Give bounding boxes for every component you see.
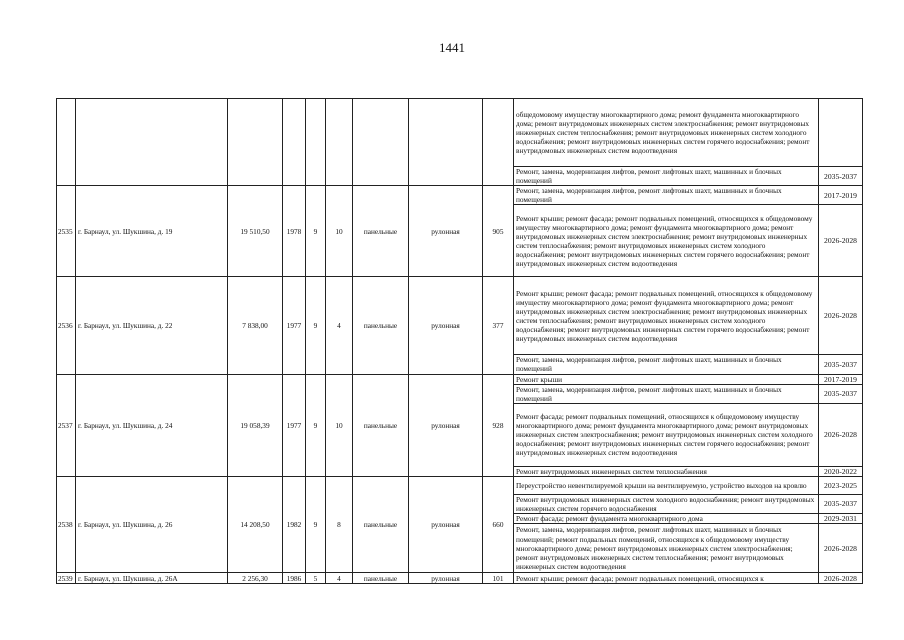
- record-entrances: 4: [326, 573, 353, 584]
- record-entrances: 4: [326, 277, 353, 374]
- work-period: 2026-2028: [819, 403, 863, 466]
- work-period: 2017-2019: [819, 374, 863, 384]
- work-period: [819, 99, 863, 167]
- work-period: 2026-2028: [819, 277, 863, 355]
- table-row: [57, 476, 863, 494]
- record-area: 14 208,50: [228, 476, 283, 572]
- record-residents: 928: [483, 374, 514, 476]
- record-area: 19 510,50: [228, 186, 283, 277]
- work-description: Ремонт фасада; ремонт фундамента многоквартирного дома: [514, 514, 819, 524]
- table-row: [57, 374, 863, 384]
- table-row: [57, 277, 863, 355]
- record-roof-type: рулонная: [409, 476, 483, 572]
- record-year: 1986: [283, 573, 306, 584]
- record-residents: 101: [483, 573, 514, 584]
- record-residents: 905: [483, 186, 514, 277]
- record-address: г. Барнаул, ул. Шукшина, д. 19: [76, 186, 228, 277]
- record-entrances: [326, 99, 353, 186]
- record-floors: 5: [306, 573, 326, 584]
- record-roof-type: рулонная: [409, 277, 483, 374]
- record-address: г. Барнаул, ул. Шукшина, д. 22: [76, 277, 228, 374]
- record-roof-type: рулонная: [409, 573, 483, 584]
- record-roof-type: рулонная: [409, 186, 483, 277]
- record-year: 1978: [283, 186, 306, 277]
- record-area: [228, 99, 283, 186]
- record-year: 1977: [283, 374, 306, 476]
- work-period: 2017-2019: [819, 186, 863, 205]
- work-period: 2020-2022: [819, 466, 863, 476]
- work-description: Ремонт, замена, модернизация лифтов, ремонт лифтовых шахт, машинных и блочных помещений: [514, 167, 819, 186]
- capital-repair-table: [56, 98, 863, 584]
- table-row: [57, 573, 863, 584]
- record-wall-material: [353, 99, 409, 186]
- record-address: [76, 99, 228, 186]
- work-period: 2026-2028: [819, 205, 863, 277]
- record-entrances: 10: [326, 374, 353, 476]
- work-description: Ремонт, замена, модернизация лифтов, ремонт лифтовых шахт, машинных и блочных помещений: [514, 355, 819, 374]
- work-period: 2026-2028: [819, 524, 863, 573]
- table-row: [57, 99, 863, 167]
- work-description: Ремонт внутридомовых инженерных систем холодного водоснабжения; ремонт внутридомовых инженерных систем горячего водоснабжения: [514, 494, 819, 513]
- record-wall-material: панельные: [353, 374, 409, 476]
- record-wall-material: панельные: [353, 186, 409, 277]
- page-number: 1441: [439, 40, 465, 55]
- record-floors: 9: [306, 476, 326, 572]
- record-year: 1977: [283, 277, 306, 374]
- record-year: 1982: [283, 476, 306, 572]
- record-floors: [306, 99, 326, 186]
- table-row: [57, 186, 863, 205]
- work-description: Ремонт крыши; ремонт фасада; ремонт подвальных помещений, относящихся к: [514, 573, 819, 584]
- work-description: Переустройство невентилируемой крыши на вентилируемую, устройство выходов на кровлю: [514, 476, 819, 494]
- record-entrances: 10: [326, 186, 353, 277]
- work-period: 2035-2037: [819, 167, 863, 186]
- work-period: 2023-2025: [819, 476, 863, 494]
- record-area: 7 838,00: [228, 277, 283, 374]
- work-period: 2035-2037: [819, 355, 863, 374]
- record-year: [283, 99, 306, 186]
- work-description: общедомовому имуществу многоквартирного дома; ремонт фундамента многоквартирного дома; ремонт внутридомовых инженерных систем электроснабжения; ремонт внутридомовых инженерных систем теплоснабжения; ремонт внутридомовых инженерных систем холодного водоснабжения; ремонт внутридомовых инженерных систем горячего водоснабжения; ремонт внутридомовых инженерных систем водоотведения: [514, 99, 819, 167]
- work-period: 2029-2031: [819, 514, 863, 524]
- record-wall-material: панельные: [353, 573, 409, 584]
- record-roof-type: рулонная: [409, 374, 483, 476]
- record-area: 19 058,39: [228, 374, 283, 476]
- work-description: Ремонт фасада; ремонт подвальных помещений, относящихся к общедомовому имуществу многоквартирного дома; ремонт фундамента многоквартирного дома; ремонт внутридомовых инженерных систем электроснабжения; ремонт внутридомовых инженерных систем холодного водоснабжения; ремонт внутридомовых инженерных систем горячего водоснабжения; ремонт внутридомовых инженерных систем водоотведения: [514, 403, 819, 466]
- work-description: Ремонт крыши: [514, 374, 819, 384]
- record-residents: 377: [483, 277, 514, 374]
- record-number: [57, 99, 76, 186]
- record-wall-material: панельные: [353, 476, 409, 572]
- work-description: Ремонт, замена, модернизация лифтов, ремонт лифтовых шахт, машинных и блочных помещений: [514, 384, 819, 403]
- work-description: Ремонт, замена, модернизация лифтов, ремонт лифтовых шахт, машинных и блочных помещений: [514, 186, 819, 205]
- work-description: Ремонт внутридомовых инженерных систем теплоснабжения: [514, 466, 819, 476]
- work-period: 2035-2037: [819, 384, 863, 403]
- record-number: 2538: [57, 476, 76, 572]
- work-period: 2035-2037: [819, 494, 863, 513]
- record-floors: 9: [306, 374, 326, 476]
- work-description: Ремонт, замена, модернизация лифтов, ремонт лифтовых шахт, машинных и блочных помещений; ремонт подвальных помещений, относящихся к общедомовому имуществу многоквартирного дома; ремонт внутридомовых инженерных систем электроснабжения; ремонт внутридомовых инженерных систем теплоснабжения; ремонт внутридомовых инженерных систем водоотведения: [514, 524, 819, 573]
- record-number: 2536: [57, 277, 76, 374]
- record-area: 2 256,30: [228, 573, 283, 584]
- record-wall-material: панельные: [353, 277, 409, 374]
- record-number: 2539: [57, 573, 76, 584]
- record-entrances: 8: [326, 476, 353, 572]
- work-description: Ремонт крыши; ремонт фасада; ремонт подвальных помещений, относящихся к общедомовому имуществу многоквартирного дома; ремонт фундамента многоквартирного дома; ремонт внутридомовых инженерных систем электроснабжения; ремонт внутридомовых инженерных систем теплоснабжения; ремонт внутридомовых инженерных систем холодного водоснабжения; ремонт внутридомовых инженерных систем горячего водоснабжения; ремонт внутридомовых инженерных систем водоотведения: [514, 277, 819, 355]
- record-number: 2537: [57, 374, 76, 476]
- record-residents: [483, 99, 514, 186]
- record-roof-type: [409, 99, 483, 186]
- work-description: Ремонт крыши; ремонт фасада; ремонт подвальных помещений, относящихся к общедомовому имуществу многоквартирного дома; ремонт фундамента многоквартирного дома; ремонт внутридомовых инженерных систем электроснабжения; ремонт внутридомовых инженерных систем теплоснабжения; ремонт внутридомовых инженерных систем холодного водоснабжения; ремонт внутридомовых инженерных систем горячего водоснабжения; ремонт внутридомовых инженерных систем водоотведения: [514, 205, 819, 277]
- work-period: 2026-2028: [819, 573, 863, 584]
- record-number: 2535: [57, 186, 76, 277]
- record-address: г. Барнаул, ул. Шукшина, д. 26: [76, 476, 228, 572]
- record-address: г. Барнаул, ул. Шукшина, д. 26А: [76, 573, 228, 584]
- record-address: г. Барнаул, ул. Шукшина, д. 24: [76, 374, 228, 476]
- record-floors: 9: [306, 186, 326, 277]
- record-floors: 9: [306, 277, 326, 374]
- record-residents: 660: [483, 476, 514, 572]
